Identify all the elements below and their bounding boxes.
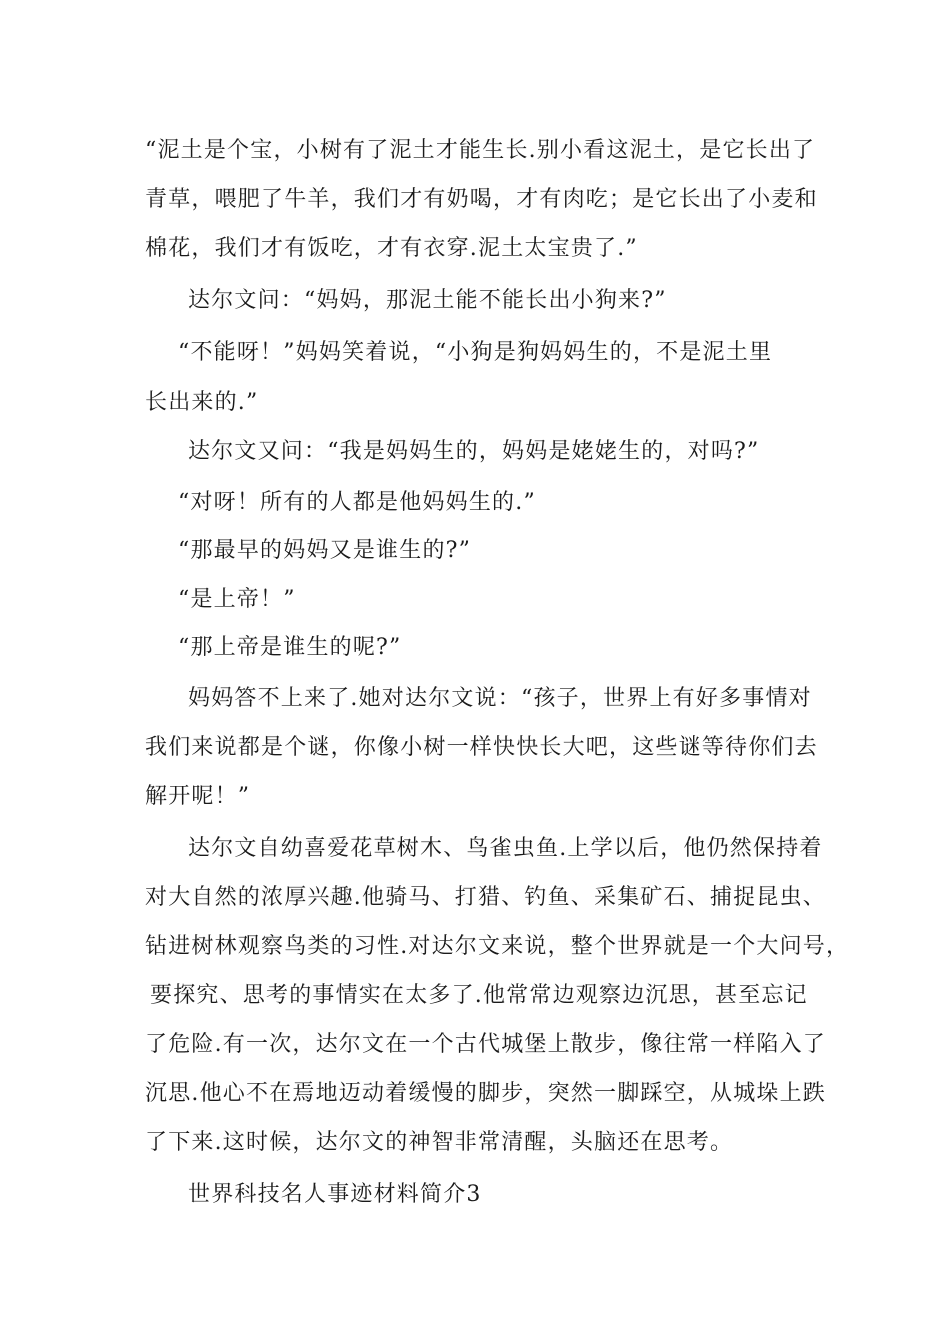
- text-line: 我们来说都是个谜，你像小树一样快快长大吧，这些谜等待你们去: [145, 735, 818, 760]
- text-line: 达尔文问：“妈妈，那泥土能不能长出小狗来?”: [188, 288, 667, 313]
- text-line: “那最早的妈妈又是谁生的?”: [178, 538, 472, 563]
- text-line: 棉花，我们才有饭吃，才有衣穿.泥土太宝贵了.”: [145, 236, 638, 261]
- text-line: “泥土是个宝，小树有了泥土才能生长.别小看这泥土，是它长出了: [145, 138, 816, 163]
- text-line: 了危险.有一次，达尔文在一个古代城堡上散步，像往常一样陷入了: [145, 1032, 826, 1057]
- text-line: 沉思.他心不在焉地迈动着缓慢的脚步，突然一脚踩空，从城垛上跌: [145, 1081, 826, 1106]
- text-line: 了下来.这时候，达尔文的神智非常清醒，头脑还在思考。: [145, 1130, 734, 1155]
- text-line: 妈妈答不上来了.她对达尔文说：“孩子，世界上有好多事情对: [188, 686, 812, 711]
- text-line: 钻进树林观察鸟类的习性.对达尔文来说，整个世界就是一个大问号，: [145, 934, 850, 959]
- text-line: 达尔文自幼喜爱花草树木、鸟雀虫鱼.上学以后，他仍然保持着: [188, 836, 823, 861]
- text-line: 达尔文又问：“我是妈妈生的，妈妈是姥姥生的，对吗?”: [188, 439, 760, 464]
- text-line: “不能呀！”妈妈笑着说，“小狗是狗妈妈生的，不是泥土里: [178, 340, 773, 365]
- text-line: 对大自然的浓厚兴趣.他骑马、打猎、钓鱼、采集矿石、捕捉昆虫、: [145, 885, 826, 910]
- text-line: “是上帝！”: [178, 587, 296, 612]
- text-line: “那上帝是谁生的呢?”: [178, 635, 402, 660]
- text-line: 要探究、思考的事情实在太多了.他常常边观察边沉思，甚至忘记: [150, 983, 808, 1008]
- section-heading: 世界科技名人事迹材料简介3: [188, 1182, 482, 1207]
- text-line: 青草，喂肥了牛羊，我们才有奶喝，才有肉吃；是它长出了小麦和: [145, 187, 818, 212]
- text-line: 长出来的.”: [145, 390, 259, 415]
- text-line: 解开呢！”: [145, 784, 251, 809]
- text-line: “对呀！所有的人都是他妈妈生的.”: [178, 490, 536, 515]
